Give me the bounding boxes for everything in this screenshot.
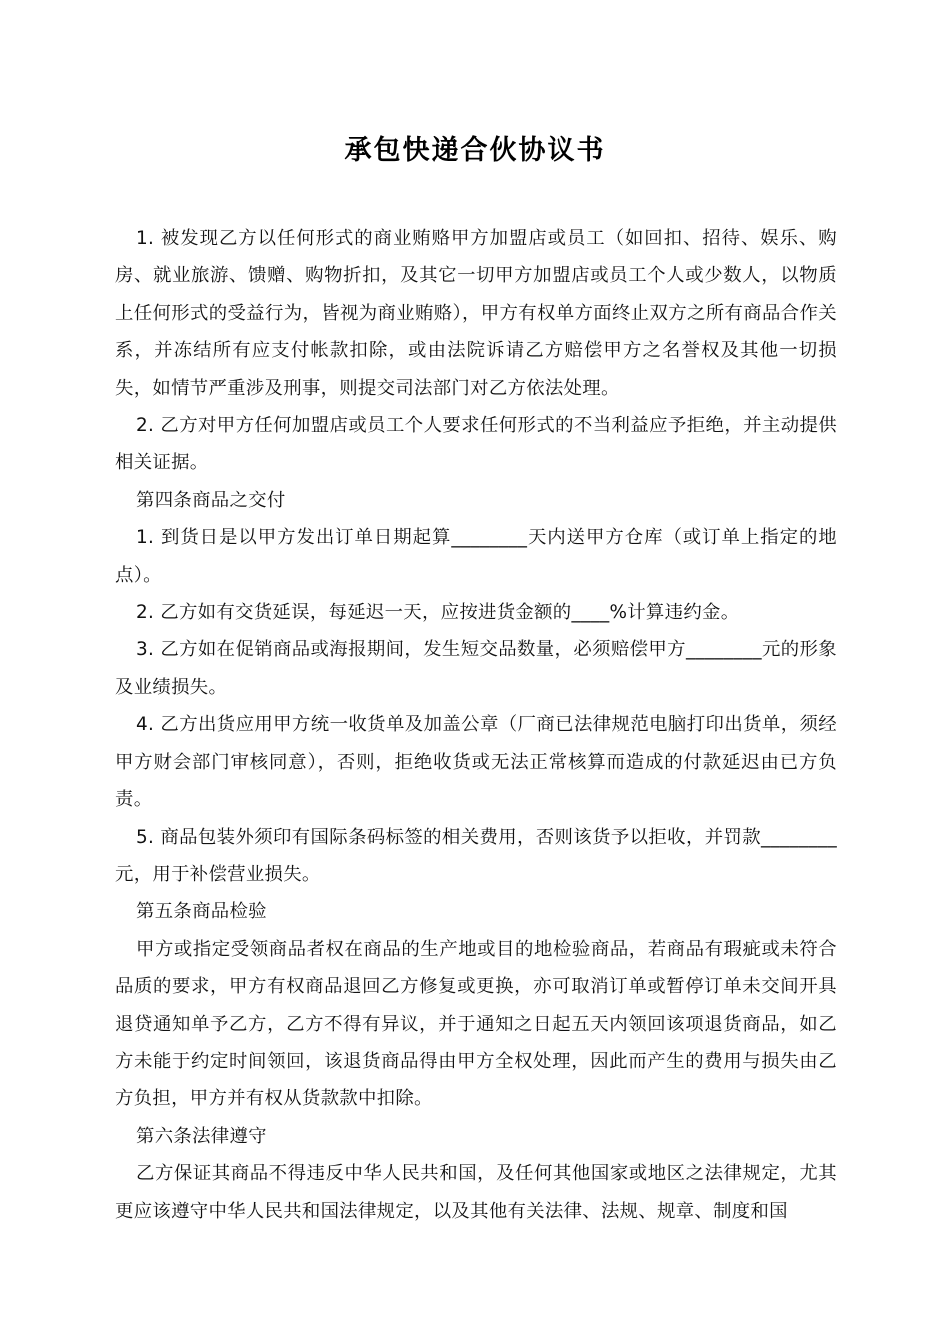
- clause-paragraph: 1. 到货日是以甲方发出订单日期起算________天内送甲方仓库（或订单上指定的地点）。: [115, 527, 837, 586]
- clause-paragraph: 3. 乙方如在促销商品或海报期间，发生短交品数量，必须赔偿甲方________元的形象及业绩损失。: [115, 639, 837, 698]
- section-heading-article-4: 第四条商品之交付: [136, 489, 286, 511]
- clause-paragraph: 4. 乙方出货应用甲方统一收货单及加盖公章（厂商已法律规范电脑打印出货单，须经甲方财会部门审核同意），否则，拒绝收货或无法正常核算而造成的付款延迟由已方负责。: [115, 714, 837, 811]
- section-heading-article-6: 第六条法律遵守: [136, 1125, 267, 1147]
- section-heading-article-5: 第五条商品检验: [136, 901, 267, 923]
- clause-paragraph: 2. 乙方对甲方任何加盟店或员工个人要求任何形式的不当利益应予拒绝，并主动提供相关证据。: [115, 415, 837, 474]
- document-body: [115, 220, 837, 1230]
- clause-paragraph: 1. 被发现乙方以任何形式的商业贿赂甲方加盟店或员工（如回扣、招待、娱乐、购房、就业旅游、馈赠、购物折扣，及其它一切甲方加盟店或员工个人或少数人，以物质上任何形式的受益行为，皆视为商业贿赂），甲方有权单方面终止双方之所有商品合作关系，并冻结所有应支付帐款扣除，或由法院诉请乙方赔偿甲方之名誉权及其他一切损失，如情节严重涉及刑事，则提交司法部门对乙方依法处理。: [115, 228, 837, 399]
- clause-paragraph: 5. 商品包装外须印有国际条码标签的相关费用，否则该货予以拒收，并罚款________元，用于补偿营业损失。: [115, 826, 837, 885]
- clause-paragraph: 2. 乙方如有交货延误，每延迟一天，应按进货金额的____%计算违约金。: [136, 602, 740, 624]
- document-title: 承包快递合伙协议书: [344, 135, 606, 166]
- clause-paragraph: 乙方保证其商品不得违反中华人民共和国，及任何其他国家或地区之法律规定，尤其更应该遵守中华人民共和国法律规定，以及其他有关法律、法规、规章、制度和国: [115, 1163, 837, 1222]
- clause-paragraph: 甲方或指定受领商品者权在商品的生产地或目的地检验商品，若商品有瑕疵或未符合品质的要求，甲方有权商品退回乙方修复或更换，亦可取消订单或暂停订单未交间开具退贷通知单予乙方，乙方不得有异议，并于通知之日起五天内领回该项退货商品，如乙方未能于约定时间领回，该退货商品得由甲方全权处理，因此而产生的费用与损失由乙方负担，甲方并有权从货款款中扣除。: [115, 938, 837, 1110]
